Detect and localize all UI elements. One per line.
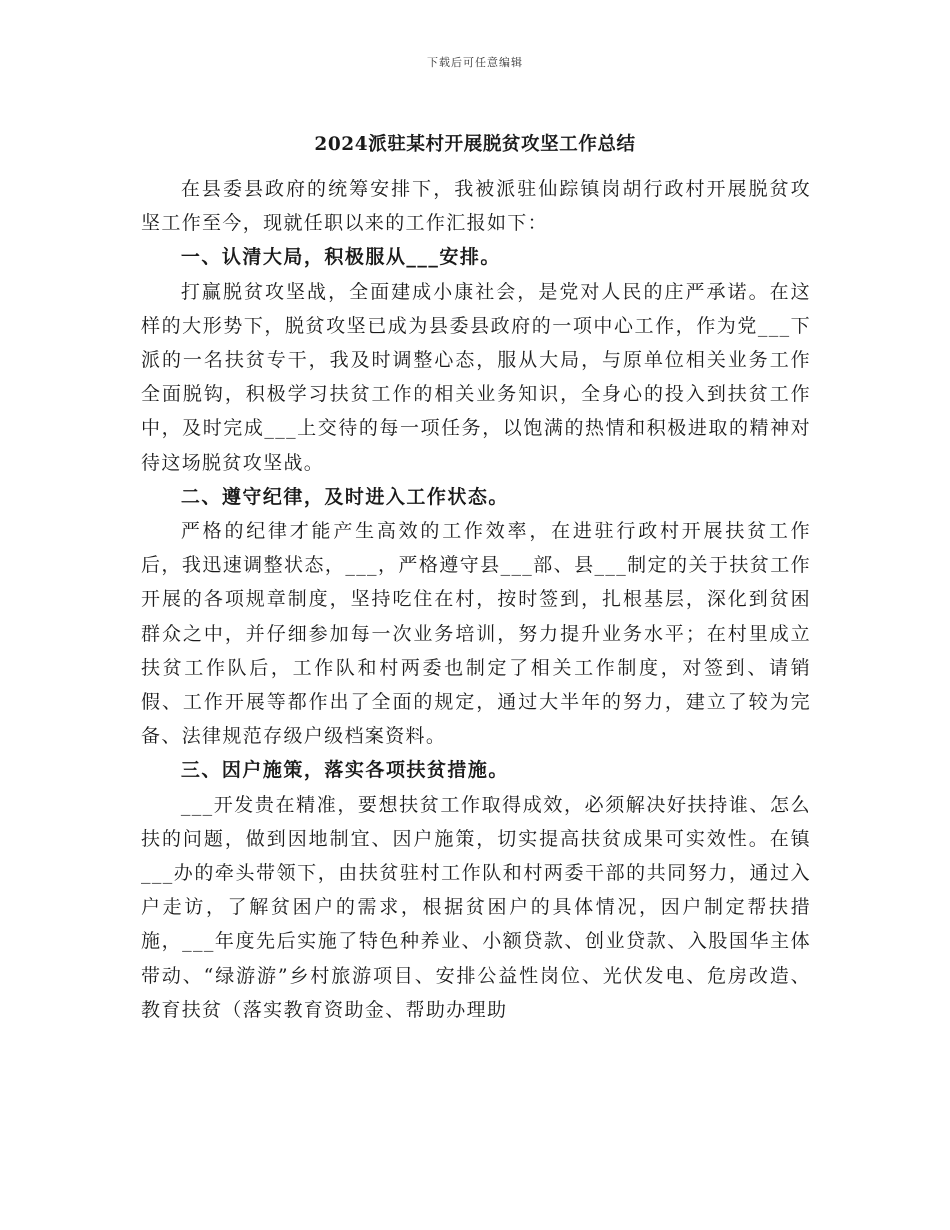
section-1-heading: 一、认清大局，积极服从___安排。 [180,246,501,269]
intro-paragraph: 在县委县政府的统筹安排下，我被派驻仙踪镇岗胡行政村开展脱贫攻坚工作至今，现就任职以来的工作汇报如下： [141,178,811,235]
section-2-paragraph: 严格的纪律才能产生高效的工作效率，在进驻行政村开展扶贫工作后，我迅速调整状态，___，严格遵守县___部、县___制定的关于扶贫工作开展的各项规章制度，坚持吃住在村，按时签到，扎根基层，深化到贫困群众之中，并仔细参加每一次业务培训，努力提升业务水平；在村里成立扶贫工作队后，工作队和村两委也制定了相关工作制度，对签到、请销假、工作开展等都作出了全面的规定，通过大半年的努力，建立了较为完备、法律规范存级户级档案资料。 [141,520,811,748]
section-3-heading: 三、因户施策，落实各项扶贫措施。 [180,759,509,782]
document-title: 2024派驻某村开展脱贫攻坚工作总结 [314,134,636,155]
document-body [141,172,811,1027]
download-note: 下载后可任意编辑 [427,56,523,69]
section-2-heading: 二、遵守纪律，及时进入工作状态。 [180,485,509,508]
section-3-paragraph: ___开发贵在精准，要想扶贫工作取得成效，必须解决好扶持谁、怎么扶的问题，做到因地制宜、因户施策，切实提高扶贫成果可实效性。在镇___办的牵头带领下，由扶贫驻村工作队和村两委干部的共同努力，通过入户走访，了解贫困户的需求，根据贫困户的具体情况，因户制定帮扶措施，___年度先后实施了特色种养业、小额贷款、创业贷款、入股国华主体带动、“绿游游”乡村旅游项目、安排公益性岗位、光伏发电、危房改造、教育扶贫（落实教育资助金、帮助办理助 [141,793,811,1021]
section-1-paragraph: 打赢脱贫攻坚战，全面建成小康社会，是党对人民的庄严承诺。在这样的大形势下，脱贫攻坚已成为县委县政府的一项中心工作，作为党___下派的一名扶贫专干，我及时调整心态，服从大局，与原单位相关业务工作全面脱钩，积极学习扶贫工作的相关业务知识，全身心的投入到扶贫工作中，及时完成___上交待的每一项任务，以饱满的热情和积极进取的精神对待这场脱贫攻坚战。 [141,280,811,474]
